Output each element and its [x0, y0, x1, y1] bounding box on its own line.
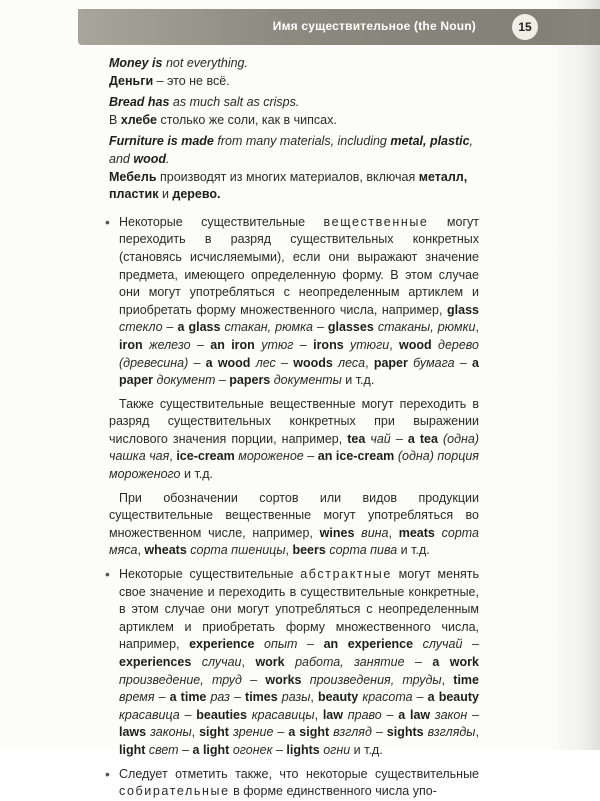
translation-italic: законы: [150, 725, 192, 740]
translation-italic: лес: [255, 355, 276, 370]
text-run: ,: [475, 725, 479, 740]
text-run: и т.д.: [350, 742, 383, 757]
term-bold: a glass: [177, 320, 221, 335]
text-run: not everything.: [162, 56, 248, 70]
term-bold: experiences: [119, 655, 192, 669]
translation-italic: взгляды: [427, 725, 476, 740]
text-run: При обозначении сортов или видов продукции существительные вещественные могут употребляться во множественном числе, например,: [109, 490, 479, 540]
translation-italic: случаи: [201, 655, 242, 669]
text-run: –: [178, 742, 193, 757]
translation-italic: бумага: [413, 355, 455, 370]
text-run: и: [158, 187, 173, 202]
spaced-term: абстрактные: [300, 567, 392, 582]
translation-italic: красота: [362, 690, 413, 705]
translation-italic: произведение, труд: [119, 672, 242, 687]
term-bold: an iron: [210, 337, 255, 352]
term-bold: Bread has: [109, 95, 170, 110]
paragraph-portion: [109, 396, 479, 484]
term-bold: beers: [292, 543, 326, 558]
translation-italic: зрение: [232, 725, 274, 740]
text-run: –: [179, 707, 197, 722]
translation-italic: право: [347, 707, 382, 722]
example-1: [109, 55, 479, 90]
translation-italic: (одна) порция мороженого: [109, 449, 479, 482]
term-bold: sight: [199, 725, 229, 740]
translation-italic: мороженое: [238, 449, 304, 464]
text-run: –: [162, 320, 178, 335]
term-bold: a beauty: [427, 690, 479, 705]
term-bold: a light: [192, 742, 230, 757]
translation-italic: документ: [156, 373, 216, 388]
text-run: ,: [285, 543, 293, 558]
translation-italic: стакан, рюмка: [224, 320, 313, 335]
text-run: –: [297, 637, 324, 652]
term-bold: glasses: [327, 320, 374, 335]
term-bold: ice-cream: [176, 449, 235, 464]
text-run: ,: [475, 320, 479, 335]
text-run: –: [272, 742, 287, 757]
text-run: [435, 526, 442, 540]
term-bold: Мебель: [109, 169, 157, 184]
translation-italic: разы: [281, 690, 311, 705]
text-run: Следует отметить также, что некоторые существительные: [119, 766, 479, 781]
text-run: –: [154, 690, 170, 705]
paragraph-varieties: [109, 490, 479, 560]
translation-italic: раз: [210, 690, 230, 705]
translation-italic: утюг: [261, 337, 294, 352]
term-bold: дерево.: [172, 187, 221, 202]
translation-italic: вина: [361, 525, 389, 540]
text-run: ,: [241, 655, 256, 669]
text-run: –: [229, 690, 246, 705]
term-bold: металл, пластик: [109, 169, 468, 202]
spaced-term: вещественные: [323, 214, 429, 229]
text-run: ,: [314, 707, 323, 722]
text-run: –: [412, 690, 428, 705]
text-run: [301, 673, 309, 687]
translation-italic: взгляд: [333, 725, 372, 740]
term-bold: an experience: [323, 637, 414, 652]
text-run: ,: [441, 672, 454, 687]
term-bold: Money is: [109, 56, 163, 70]
text-run: –: [275, 355, 294, 370]
term-bold: Деньги: [109, 73, 154, 88]
text-run: –: [467, 707, 479, 722]
text-run: –: [215, 373, 230, 388]
term-bold: wheats: [144, 543, 187, 558]
term-bold: metal, plastic: [390, 134, 470, 149]
translation-italic: сорта пшеницы: [190, 543, 286, 558]
example-english: [109, 94, 479, 112]
page-content: [109, 55, 479, 801]
translation-italic: сорта пива: [329, 543, 398, 558]
term-bold: light: [119, 742, 146, 757]
bullet-collective-nouns: [109, 766, 479, 801]
text-run: –: [188, 355, 206, 370]
translation-italic: железо: [148, 337, 191, 352]
text-run: –: [371, 725, 387, 740]
bullet-material-nouns: [109, 214, 479, 390]
translation-italic: утюги: [350, 337, 390, 352]
example-english: [109, 55, 479, 73]
text-run: [191, 655, 201, 669]
translation-italic: леса: [338, 355, 366, 370]
page-number: 15: [512, 14, 538, 40]
translation-italic: красавица: [119, 707, 180, 722]
translation-italic: сорта мяса: [109, 525, 480, 558]
text-run: –: [462, 637, 479, 652]
translation-italic: стаканы, рюмки: [377, 320, 476, 335]
text-run: ,: [388, 525, 399, 540]
translation-italic: (одна) чашка чая: [109, 431, 479, 464]
translation-italic: документы: [273, 373, 342, 388]
term-bold: lights: [286, 742, 320, 757]
text-run: , and: [109, 134, 474, 166]
text-run: и т.д.: [180, 467, 214, 482]
bullet-abstract-nouns: [109, 566, 479, 760]
translation-italic: стекло: [119, 320, 163, 335]
term-bold: Furniture is made: [109, 134, 214, 149]
text-run: –: [454, 355, 473, 370]
example-3: [109, 133, 479, 203]
text-run: ,: [310, 690, 318, 705]
text-run: и т.д.: [397, 543, 430, 558]
text-run: –: [293, 337, 314, 352]
term-bold: хлебе: [120, 112, 158, 127]
text-run: –: [303, 449, 318, 464]
term-bold: wood: [399, 337, 432, 352]
translation-italic: случай: [422, 637, 463, 652]
term-bold: wines: [319, 525, 355, 540]
translation-italic: дерево (древесина): [119, 337, 479, 370]
text-run: и т.д.: [341, 373, 375, 388]
term-bold: law: [322, 707, 343, 722]
page-binding-shadow: [548, 0, 600, 750]
text-run: –: [390, 431, 408, 446]
term-bold: glass: [447, 302, 479, 317]
text-run: .: [165, 151, 170, 166]
translation-italic: огонек: [232, 742, 273, 757]
term-bold: tea: [347, 431, 366, 446]
text-run: ,: [389, 337, 400, 352]
translation-italic: время: [119, 690, 155, 705]
text-run: ,: [191, 725, 200, 740]
translation-italic: закон: [434, 707, 468, 722]
translation-italic: красавицы: [251, 707, 315, 722]
text-run: ,: [169, 449, 177, 464]
term-bold: a work: [432, 655, 479, 669]
text-run: ,: [365, 355, 374, 370]
term-bold: laws: [119, 725, 147, 740]
term-bold: iron: [119, 337, 143, 352]
text-run: Некоторые существительные: [119, 567, 301, 582]
term-bold: a law: [398, 707, 431, 722]
term-bold: a paper: [119, 355, 479, 388]
text-run: могут менять свое значение и переходить в существительные конкретные, в этом случае они могут употребляться с неопределенным артиклем и приобретать форму множественного числа, например,: [119, 567, 479, 652]
text-run: –: [312, 320, 328, 335]
text-run: В: [109, 112, 121, 127]
term-bold: a tea: [407, 431, 438, 446]
text-run: –: [241, 672, 266, 687]
example-2: [109, 94, 479, 129]
term-bold: a wood: [205, 355, 251, 370]
text-run: производят из многих материалов, включая: [156, 169, 419, 184]
text-run: –: [404, 655, 433, 669]
text-run: as much salt as crisps.: [169, 95, 300, 110]
example-english: [109, 133, 479, 168]
term-bold: works: [265, 672, 302, 687]
example-russian: [109, 73, 479, 91]
term-bold: a sight: [288, 725, 330, 740]
example-russian: [109, 112, 479, 130]
term-bold: time: [453, 672, 479, 687]
spaced-term: собирательные: [119, 784, 230, 799]
chapter-title: Имя существительное (the Noun): [272, 19, 476, 33]
term-bold: beauty: [317, 690, 359, 705]
term-bold: meats: [398, 525, 435, 540]
text-run: [254, 637, 264, 651]
term-bold: paper: [373, 355, 408, 370]
translation-italic: опыт: [264, 637, 298, 652]
example-russian: [109, 169, 479, 204]
text-run: Также существительные вещественные могут переходить в разряд существительных конкретных при выражении числового значения порции, например,: [109, 396, 479, 446]
term-bold: sights: [386, 725, 424, 740]
text-run: [413, 637, 423, 651]
term-bold: wood: [133, 151, 166, 166]
translation-italic: чай: [370, 431, 391, 446]
text-run: –: [190, 337, 211, 352]
translation-italic: работа, занятие: [295, 655, 405, 669]
translation-italic: огни: [323, 742, 351, 757]
term-bold: irons: [313, 337, 344, 352]
text-run: –: [381, 707, 399, 722]
translation-italic: произведения, труды: [309, 672, 442, 687]
text-run: ,: [137, 543, 145, 558]
text-run: from many materials, including: [213, 134, 391, 149]
term-bold: work: [255, 655, 285, 669]
term-bold: a time: [169, 690, 207, 705]
term-bold: an ice-cream: [317, 449, 395, 464]
text-run: столько же соли, как в чипсах.: [157, 112, 337, 127]
translation-italic: свет: [148, 742, 179, 757]
term-bold: experience: [189, 637, 255, 652]
term-bold: beauties: [196, 707, 247, 722]
term-bold: times: [245, 690, 278, 705]
text-run: Некоторые существительные: [119, 214, 324, 229]
text-run: могут переходить в разряд существительных конкретных (становясь исчисляемыми), если они выражают значение предмета, имеющего определенную форму. В этом случае они могут употребляться с неопределенным артиклем и приобретать форму множественного числа, например,: [119, 214, 479, 317]
text-run: [285, 655, 295, 669]
text-run: – это не всё.: [153, 73, 230, 88]
term-bold: papers: [229, 373, 271, 388]
text-run: в форме единственного числа упо-: [229, 784, 437, 799]
term-bold: woods: [293, 355, 333, 370]
text-run: –: [273, 725, 289, 740]
